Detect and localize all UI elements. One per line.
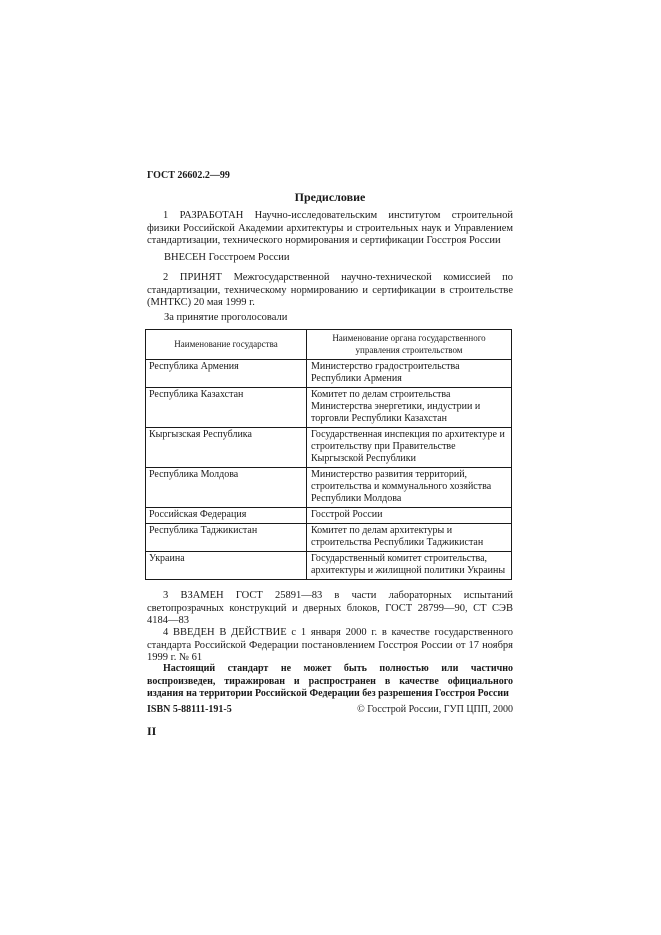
page-number: II	[147, 724, 157, 738]
authority-cell: Государственный комитет строительства, архитектуры и жилищной политики Украины	[307, 552, 512, 580]
adopted-paragraph: 2 ПРИНЯТ Межгосударственной научно-технической комиссией по стандартизации, техническому нормированию и сертификации в строительстве (МНТКС) 20 мая 1999 г.	[147, 272, 513, 308]
page-title: Предисловие	[294, 190, 366, 204]
state-cell: Российская Федерация	[146, 508, 307, 524]
state-cell: Украина	[146, 552, 307, 580]
table-row	[146, 552, 512, 580]
authority-cell: Госстрой России	[307, 508, 512, 524]
authority-cell: Министерство развития территорий, строительства и коммунального хозяйства Республики Молдова	[307, 468, 512, 508]
table-row	[146, 468, 512, 508]
developed-paragraph: 1 РАЗРАБОТАН Научно-исследовательским институтом строительной физики Российской Академии архитектуры и строительных наук и Управлением стандартизации, технического нормирования и сертификации Госстроя России	[147, 210, 513, 246]
table-row	[146, 388, 512, 428]
replaced-paragraph: 3 ВЗАМЕН ГОСТ 25891—83 в части лабораторных испытаний светопрозрачных конструкций и дверных блоков, ГОСТ 28799—90, СТ СЭВ 4184—83	[147, 590, 513, 626]
state-cell: Кыргызская Республика	[146, 428, 307, 468]
table-row	[146, 428, 512, 468]
table-header-row	[146, 330, 512, 360]
authority-cell: Комитет по делам строительства Министерства энергетики, индустрии и торговли Республики Казахстан	[307, 388, 512, 428]
table-row	[146, 508, 512, 524]
authority-cell: Государственная инспекция по архитектуре и строительству при Правительстве Кыргызской Республики	[307, 428, 512, 468]
table-row	[146, 360, 512, 388]
voting-states-table	[145, 329, 512, 580]
table-row	[146, 524, 512, 552]
state-cell: Республика Казахстан	[146, 388, 307, 428]
introduced-paragraph: ВНЕСЕН Госстроем России	[164, 252, 290, 263]
state-cell: Республика Армения	[146, 360, 307, 388]
gost-header: ГОСТ 26602.2—99	[147, 170, 230, 181]
authority-cell: Комитет по делам архитектуры и строительства Республики Таджикистан	[307, 524, 512, 552]
copyright-notice: Настоящий стандарт не может быть полностью или частично воспроизведен, тиражирован и распространен в качестве официального издания на территории Российской Федерации без разрешения Госстроя России	[147, 663, 513, 699]
voted-paragraph: За принятие проголосовали	[164, 312, 288, 323]
authority-cell: Министерство градостроительства Республики Армения	[307, 360, 512, 388]
effective-paragraph: 4 ВВЕДЕН В ДЕЙСТВИЕ с 1 января 2000 г. в качестве государственного стандарта Российской Федерации постановлением Госстроя России от 17 ноября 1999 г. № 61	[147, 627, 513, 663]
table-header-state: Наименование государства	[146, 330, 307, 360]
isbn: ISBN 5-88111-191-5	[147, 704, 232, 715]
copyright-line: © Госстрой России, ГУП ЦПП, 2000	[357, 704, 513, 715]
table-header-authority: Наименование органа государственного управления строительством	[307, 330, 512, 360]
state-cell: Республика Молдова	[146, 468, 307, 508]
state-cell: Республика Таджикистан	[146, 524, 307, 552]
